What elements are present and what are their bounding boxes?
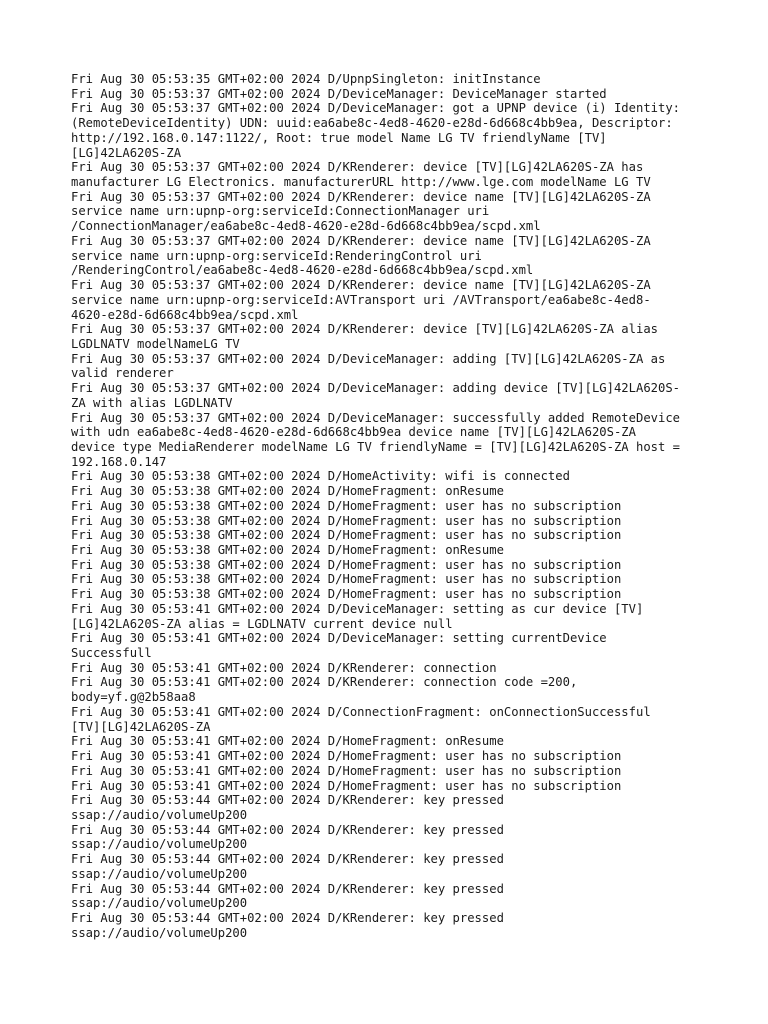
log-line: Fri Aug 30 05:53:37 GMT+02:00 2024 D/DeviceManager: adding device [TV][LG]42LA620S- xyxy=(71,381,681,396)
log-line: Fri Aug 30 05:53:37 GMT+02:00 2024 D/KRenderer: device name [TV][LG]42LA620S-ZA xyxy=(71,233,651,248)
log-line: Fri Aug 30 05:53:38 GMT+02:00 2024 D/HomeFragment: user has no subscription xyxy=(71,498,622,513)
log-line: with udn ea6abe8c-4ed8-4620-e28d-6d668c4bb9ea device name [TV][LG]42LA620S-ZA xyxy=(71,425,636,440)
log-line: Fri Aug 30 05:53:37 GMT+02:00 2024 D/KRenderer: device [TV][LG]42LA620S-ZA alias xyxy=(71,322,658,337)
log-line: Fri Aug 30 05:53:37 GMT+02:00 2024 D/DeviceManager: DeviceManager started xyxy=(71,86,607,101)
log-line: Fri Aug 30 05:53:41 GMT+02:00 2024 D/KRenderer: connection xyxy=(71,660,497,675)
log-line: [TV][LG]42LA620S-ZA xyxy=(71,719,211,734)
log-line: device type MediaRenderer modelName LG TV friendlyName = [TV][LG]42LA620S-ZA host = xyxy=(71,439,681,454)
log-line: ssap://audio/volumeUp200 xyxy=(71,925,248,940)
log-line: valid renderer xyxy=(71,366,174,381)
log-line: Fri Aug 30 05:53:41 GMT+02:00 2024 D/HomeFragment: user has no subscription xyxy=(71,749,622,764)
log-line: Fri Aug 30 05:53:44 GMT+02:00 2024 D/KRenderer: key pressed xyxy=(71,881,504,896)
log-line: Fri Aug 30 05:53:41 GMT+02:00 2024 D/HomeFragment: onResume xyxy=(71,734,504,749)
log-line: Fri Aug 30 05:53:38 GMT+02:00 2024 D/HomeFragment: user has no subscription xyxy=(71,572,622,587)
log-line: Fri Aug 30 05:53:41 GMT+02:00 2024 D/KRenderer: connection code =200, xyxy=(71,675,578,690)
log-line: ssap://audio/volumeUp200 xyxy=(71,837,248,852)
log-line: /ConnectionManager/ea6abe8c-4ed8-4620-e28d-6d668c4bb9ea/scpd.xml xyxy=(71,219,541,234)
log-line: Fri Aug 30 05:53:37 GMT+02:00 2024 D/KRenderer: device name [TV][LG]42LA620S-ZA xyxy=(71,189,651,204)
log-line: Fri Aug 30 05:53:37 GMT+02:00 2024 D/KRenderer: device [TV][LG]42LA620S-ZA has xyxy=(71,160,644,175)
log-line: service name urn:upnp-org:serviceId:AVTransport uri /AVTransport/ea6abe8c-4ed8- xyxy=(71,292,651,307)
log-line: manufacturer LG Electronics. manufacturerURL http://www.lge.com modelName LG TV xyxy=(71,175,651,190)
log-line: Fri Aug 30 05:53:41 GMT+02:00 2024 D/DeviceManager: setting as cur device [TV] xyxy=(71,601,644,616)
log-line: Fri Aug 30 05:53:37 GMT+02:00 2024 D/KRenderer: device name [TV][LG]42LA620S-ZA xyxy=(71,278,651,293)
log-line: Fri Aug 30 05:53:38 GMT+02:00 2024 D/HomeFragment: user has no subscription xyxy=(71,557,622,572)
log-line: Fri Aug 30 05:53:37 GMT+02:00 2024 D/DeviceManager: got a UPNP device (i) Identity: xyxy=(71,101,681,116)
log-line: Fri Aug 30 05:53:38 GMT+02:00 2024 D/HomeFragment: onResume xyxy=(71,543,504,557)
log-line: LGDLNATV modelNameLG TV xyxy=(71,336,240,351)
log-line: Fri Aug 30 05:53:44 GMT+02:00 2024 D/KRenderer: key pressed xyxy=(71,910,504,925)
log-line: Fri Aug 30 05:53:38 GMT+02:00 2024 D/HomeFragment: user has no subscription xyxy=(71,528,622,543)
log-line: service name urn:upnp-org:serviceId:RenderingControl uri xyxy=(71,248,482,263)
log-line: ssap://audio/volumeUp200 xyxy=(71,896,248,911)
log-line: 4620-e28d-6d668c4bb9ea/scpd.xml xyxy=(71,307,299,322)
log-line: Fri Aug 30 05:53:38 GMT+02:00 2024 D/HomeFragment: onResume xyxy=(71,484,504,499)
log-line: http://192.168.0.147:1122/, Root: true model Name LG TV friendlyName [TV] xyxy=(71,130,607,145)
log-line: 192.168.0.147 xyxy=(71,454,167,469)
log-line: [LG]42LA620S-ZA xyxy=(71,145,182,160)
log-line: service name urn:upnp-org:serviceId:ConnectionManager uri xyxy=(71,204,490,219)
log-line: [LG]42LA620S-ZA alias = LGDLNATV current device null xyxy=(71,616,453,631)
log-document xyxy=(71,72,731,940)
log-line: Fri Aug 30 05:53:44 GMT+02:00 2024 D/KRenderer: key pressed xyxy=(71,822,504,837)
log-line: Fri Aug 30 05:53:41 GMT+02:00 2024 D/ConnectionFragment: onConnectionSuccessful xyxy=(71,704,651,719)
log-line: body=yf.g@2b58aa8 xyxy=(71,690,196,705)
log-line: Fri Aug 30 05:53:41 GMT+02:00 2024 D/HomeFragment: user has no subscription xyxy=(71,763,622,778)
log-line: Fri Aug 30 05:53:44 GMT+02:00 2024 D/KRenderer: key pressed xyxy=(71,852,504,867)
log-line: Fri Aug 30 05:53:38 GMT+02:00 2024 D/HomeFragment: user has no subscription xyxy=(71,587,622,602)
log-line: Fri Aug 30 05:53:37 GMT+02:00 2024 D/DeviceManager: adding [TV][LG]42LA620S-ZA as xyxy=(71,351,666,366)
log-line: Fri Aug 30 05:53:38 GMT+02:00 2024 D/HomeFragment: user has no subscription xyxy=(71,513,622,528)
log-line: Fri Aug 30 05:53:38 GMT+02:00 2024 D/HomeActivity: wifi is connected xyxy=(71,469,570,484)
log-line: Fri Aug 30 05:53:41 GMT+02:00 2024 D/DeviceManager: setting currentDevice xyxy=(71,631,607,646)
log-line: Fri Aug 30 05:53:37 GMT+02:00 2024 D/DeviceManager: successfully added RemoteDevice xyxy=(71,410,681,425)
log-line: ssap://audio/volumeUp200 xyxy=(71,866,248,881)
log-line: Fri Aug 30 05:53:41 GMT+02:00 2024 D/HomeFragment: user has no subscription xyxy=(71,778,622,793)
log-line: Fri Aug 30 05:53:35 GMT+02:00 2024 D/UpnpSingleton: initInstance xyxy=(71,72,541,86)
log-line: ZA with alias LGDLNATV xyxy=(71,395,233,410)
log-line: Fri Aug 30 05:53:44 GMT+02:00 2024 D/KRenderer: key pressed xyxy=(71,793,504,808)
log-line: /RenderingControl/ea6abe8c-4ed8-4620-e28d-6d668c4bb9ea/scpd.xml xyxy=(71,263,534,278)
log-line: ssap://audio/volumeUp200 xyxy=(71,807,248,822)
log-line: (RemoteDeviceIdentity) UDN: uuid:ea6abe8c-4ed8-4620-e28d-6d668c4bb9ea, Descriptor: xyxy=(71,116,673,131)
log-line: Successfull xyxy=(71,646,152,661)
